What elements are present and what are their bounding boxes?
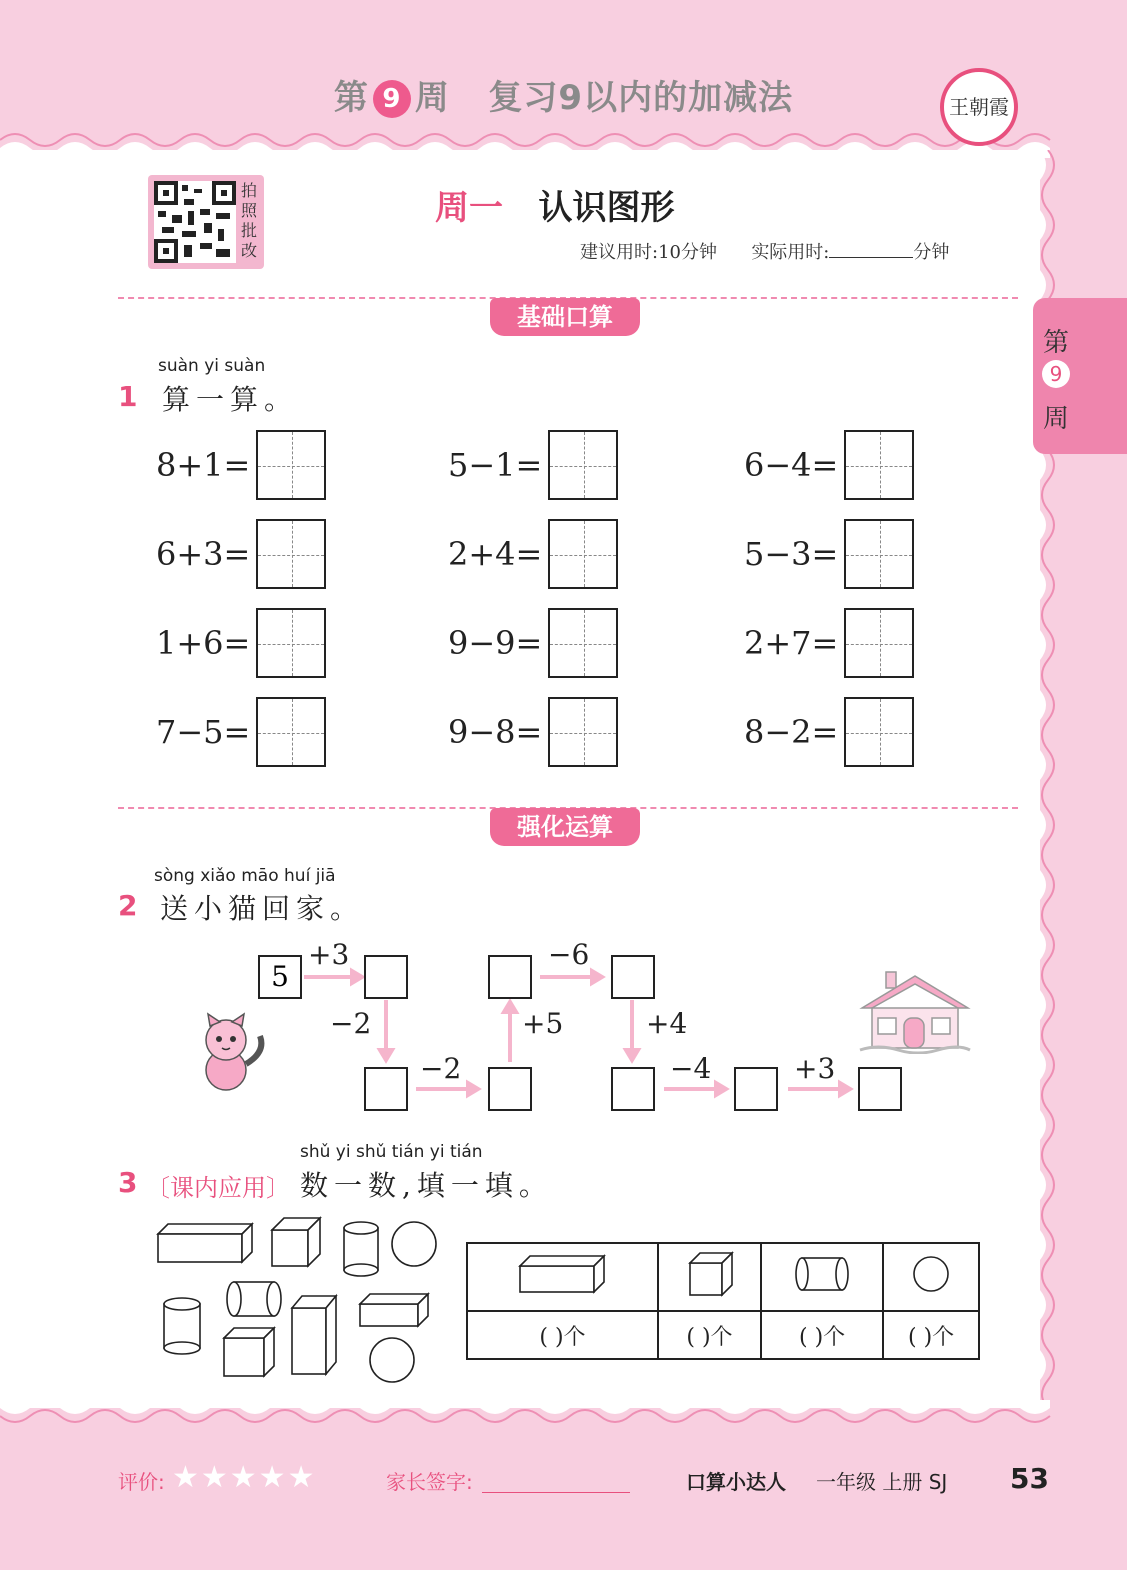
flow-answer-box[interactable] — [858, 1067, 902, 1111]
solids-figure — [150, 1212, 450, 1390]
q2-number: 2 — [118, 889, 138, 922]
flow-operation: +3 — [794, 1052, 836, 1085]
actual-time-label: 实际用时: — [751, 242, 830, 263]
flow-operation: −2 — [420, 1052, 462, 1085]
count-cell[interactable]: ( )个 — [761, 1311, 883, 1359]
flow-operation: −4 — [670, 1052, 712, 1085]
cube-header — [658, 1243, 761, 1311]
answer-box[interactable] — [844, 519, 914, 589]
actual-time-unit: 分钟 — [913, 242, 950, 263]
day-title — [435, 180, 675, 229]
q2-instruction: 送小猫回家。 — [160, 892, 365, 925]
side-tab-top: 第 — [1042, 328, 1069, 358]
answer-box[interactable] — [256, 608, 326, 678]
equation: 8−2= — [744, 713, 839, 751]
cube-icon — [272, 1218, 320, 1266]
cat-icon — [196, 1012, 270, 1092]
parent-sign-blank[interactable] — [482, 1492, 630, 1493]
flow-operation: +4 — [646, 1007, 688, 1040]
count-table — [466, 1242, 980, 1360]
qr-code-icon — [154, 181, 236, 263]
rating-stars[interactable]: ★★★★★ — [172, 1460, 317, 1495]
count-cell[interactable]: ( )个 — [467, 1311, 658, 1359]
author-seal-logo — [940, 68, 1018, 146]
answer-box[interactable] — [256, 430, 326, 500]
count-cell[interactable]: ( )个 — [658, 1311, 761, 1359]
section-basic-label: 基础口算 — [490, 298, 640, 336]
suggested-time: 建议用时:10分钟 — [580, 242, 717, 263]
cylinder-icon — [792, 1254, 852, 1294]
cuboid-icon — [360, 1294, 428, 1326]
flow-operation: −6 — [548, 938, 590, 971]
time-line — [580, 238, 949, 264]
cylinder-icon — [164, 1298, 200, 1354]
section-strengthen-label: 强化运算 — [490, 808, 640, 846]
grade-label: 一年级 上册 SJ — [816, 1470, 948, 1494]
book-title: 口算小达人 — [686, 1470, 786, 1494]
flow-operation: +3 — [308, 938, 350, 971]
q3-tag: 〔课内应用〕 — [146, 1174, 290, 1202]
cuboid-icon — [158, 1224, 252, 1262]
flow-answer-box[interactable] — [488, 955, 532, 999]
equation: 1+6= — [156, 624, 251, 662]
q1-pinyin: suàn yi suàn — [158, 356, 266, 376]
flow-answer-box[interactable] — [364, 1067, 408, 1111]
equation: 6+3= — [156, 535, 251, 573]
q3-instruction: 数一数,填一填。 — [300, 1169, 553, 1202]
qr-label: 拍照批改 — [241, 181, 258, 260]
equation: 2+4= — [448, 535, 543, 573]
flow-answer-box[interactable] — [611, 1067, 655, 1111]
cuboid-icon — [514, 1252, 610, 1296]
answer-box[interactable] — [256, 697, 326, 767]
actual-time-blank[interactable] — [829, 257, 913, 258]
cuboid-icon — [292, 1296, 336, 1374]
answer-box[interactable] — [844, 430, 914, 500]
answer-box[interactable] — [548, 519, 618, 589]
seal-text: 王朝霞 — [949, 95, 1009, 119]
q1-number: 1 — [118, 380, 138, 413]
side-tab-number: 9 — [1042, 360, 1070, 388]
flow-operation: +5 — [522, 1007, 564, 1040]
equation: 8+1= — [156, 446, 251, 484]
answer-box[interactable] — [844, 697, 914, 767]
answer-box[interactable] — [548, 608, 618, 678]
cube-icon — [684, 1251, 734, 1297]
house-icon — [858, 968, 972, 1054]
day-label: 周一 — [435, 188, 503, 228]
sphere-icon — [370, 1338, 414, 1382]
flow-answer-box[interactable] — [734, 1067, 778, 1111]
count-cell[interactable]: ( )个 — [883, 1311, 979, 1359]
week-number: 9 — [382, 84, 402, 114]
rating-label: 评价: — [118, 1470, 165, 1494]
equation: 9−8= — [448, 713, 543, 751]
bottom-wave-border — [0, 1400, 1127, 1436]
week-suffix: 周 — [414, 78, 450, 118]
week-prefix: 第 — [333, 78, 369, 118]
answer-box[interactable] — [844, 608, 914, 678]
sphere-icon — [392, 1222, 436, 1266]
answer-box[interactable] — [548, 430, 618, 500]
equation: 2+7= — [744, 624, 839, 662]
qr-block[interactable] — [148, 175, 264, 269]
cylinder-icon — [344, 1222, 378, 1276]
equation: 6−4= — [744, 446, 839, 484]
answer-box[interactable] — [256, 519, 326, 589]
start-number-box: 5 — [258, 955, 302, 999]
q3-number: 3 — [118, 1166, 138, 1199]
cuboid-header — [467, 1243, 658, 1311]
sphere-icon — [911, 1254, 951, 1294]
header-title: 复习9以内的加减法 — [488, 78, 794, 118]
alarm-clock-icon — [373, 80, 411, 118]
q3-pinyin: shǔ yi shǔ tián yi tián — [300, 1142, 483, 1162]
side-week-tab — [1033, 298, 1127, 454]
sphere-header — [883, 1243, 979, 1311]
answer-box[interactable] — [548, 697, 618, 767]
flow-operation: −2 — [330, 1007, 372, 1040]
flow-answer-box[interactable] — [611, 955, 655, 999]
topic-label: 认识图形 — [538, 188, 675, 228]
cylinder-header — [761, 1243, 883, 1311]
cube-icon — [224, 1328, 274, 1376]
q1-instruction: 算一算。 — [162, 383, 299, 416]
equation: 5−1= — [448, 446, 543, 484]
equation: 7−5= — [156, 713, 251, 751]
equation: 5−3= — [744, 535, 839, 573]
flow-answer-box[interactable] — [364, 955, 408, 999]
q2-pinyin: sòng xiǎo māo huí jiā — [154, 866, 336, 886]
cylinder-icon — [227, 1282, 281, 1316]
page-number: 53 — [1010, 1462, 1049, 1495]
flow-answer-box[interactable] — [488, 1067, 532, 1111]
side-tab-bottom: 周 — [1042, 404, 1069, 434]
equation: 9−9= — [448, 624, 543, 662]
parent-sign-label: 家长签字: — [386, 1470, 473, 1494]
